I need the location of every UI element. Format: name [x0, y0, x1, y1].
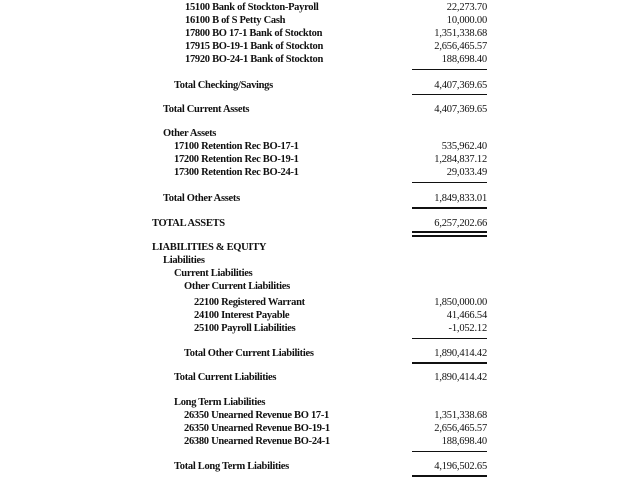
account-row: [0, 322, 640, 335]
account-row: [0, 53, 640, 66]
account-label: 17800 BO 17-1 Bank of Stockton: [185, 28, 323, 39]
section-header: Long Term Liabilities: [174, 397, 266, 408]
account-row: [0, 309, 640, 322]
account-label: 15100 Bank of Stockton-Payroll: [185, 2, 319, 13]
section-header-row: [0, 127, 640, 140]
account-amount: 1,850,000.00: [434, 297, 487, 308]
section-header: Liabilities: [163, 255, 205, 266]
total-amount: 4,407,369.65: [434, 104, 487, 115]
account-label: 22100 Registered Warrant: [194, 297, 305, 308]
account-amount: 1,284,837.12: [434, 154, 487, 165]
account-label: 17200 Retention Rec BO-19-1: [174, 154, 299, 165]
account-row: [0, 422, 640, 435]
account-row: [0, 296, 640, 309]
section-header: LIABILITIES & EQUITY: [152, 242, 267, 253]
account-row: [0, 14, 640, 27]
section-header: Current Liabilities: [174, 268, 253, 279]
account-row: [0, 27, 640, 40]
account-row: [0, 153, 640, 166]
account-row: [0, 409, 640, 422]
account-label: 17915 BO-19-1 Bank of Stockton: [185, 41, 324, 52]
total-rule: [412, 475, 487, 477]
total-long-term-row: [0, 460, 640, 473]
section-header-row: [0, 267, 640, 280]
account-row: [0, 40, 640, 53]
account-label: 26350 Unearned Revenue BO-19-1: [184, 423, 330, 434]
subtotal-rule: [412, 338, 487, 339]
account-amount: 10,000.00: [446, 15, 487, 26]
account-amount: 22,273.70: [446, 2, 487, 13]
total-current-liabilities-row: [0, 371, 640, 384]
account-amount: -1,052.12: [448, 323, 487, 334]
account-amount: 2,656,465.57: [434, 423, 487, 434]
total-checking-row: [0, 79, 640, 92]
total-assets-row: [0, 217, 640, 230]
total-label: Total Current Liabilities: [174, 372, 277, 383]
total-other-assets-row: [0, 192, 640, 205]
account-row: [0, 435, 640, 448]
total-amount: 4,196,502.65: [434, 461, 487, 472]
total-amount: 1,890,414.42: [434, 372, 487, 383]
total-amount: 6,257,202.66: [434, 218, 487, 229]
total-label: Total Other Assets: [163, 193, 240, 204]
account-label: 26380 Unearned Revenue BO-24-1: [184, 436, 330, 447]
account-label: 17300 Retention Rec BO-24-1: [174, 167, 299, 178]
subtotal-rule: [412, 451, 487, 452]
section-header: Other Current Liabilities: [184, 281, 290, 292]
total-amount: 4,407,369.65: [434, 80, 487, 91]
total-amount: 1,890,414.42: [434, 348, 487, 359]
total-amount: 1,849,833.01: [434, 193, 487, 204]
section-header-row: [0, 280, 640, 293]
total-other-current-row: [0, 347, 640, 360]
account-label: 16100 B of S Petty Cash: [185, 15, 286, 26]
section-header-row: [0, 254, 640, 267]
account-amount: 188,698.40: [441, 436, 487, 447]
account-label: 17920 BO-24-1 Bank of Stockton: [185, 54, 324, 65]
account-label: 26350 Unearned Revenue BO 17-1: [184, 410, 329, 421]
account-row: [0, 166, 640, 179]
subtotal-rule: [412, 69, 487, 70]
account-row: [0, 1, 640, 14]
account-amount: 1,351,338.68: [434, 410, 487, 421]
account-label: 25100 Payroll Liabilities: [194, 323, 296, 334]
total-current-assets-row: [0, 103, 640, 116]
double-rule-top: [412, 231, 487, 233]
subtotal-rule: [412, 94, 487, 95]
account-amount: 29,033.49: [446, 167, 487, 178]
account-label: 17100 Retention Rec BO-17-1: [174, 141, 299, 152]
account-amount: 535,962.40: [441, 141, 487, 152]
total-label: Total Long Term Liabilities: [174, 461, 289, 472]
account-amount: 41,466.54: [446, 310, 487, 321]
account-amount: 188,698.40: [441, 54, 487, 65]
total-label: TOTAL ASSETS: [152, 218, 225, 229]
total-label: Total Other Current Liabilities: [184, 348, 314, 359]
subtotal-rule: [412, 182, 487, 183]
double-rule-bottom: [412, 235, 487, 237]
section-header: Other Assets: [163, 128, 217, 139]
account-amount: 1,351,338.68: [434, 28, 487, 39]
account-row: [0, 140, 640, 153]
account-amount: 2,656,465.57: [434, 41, 487, 52]
total-rule: [412, 362, 487, 364]
account-label: 24100 Interest Payable: [194, 310, 290, 321]
total-label: Total Current Assets: [163, 104, 250, 115]
section-header-row: [0, 241, 640, 254]
total-rule: [412, 207, 487, 209]
section-header-row: [0, 396, 640, 409]
total-label: Total Checking/Savings: [174, 80, 273, 91]
